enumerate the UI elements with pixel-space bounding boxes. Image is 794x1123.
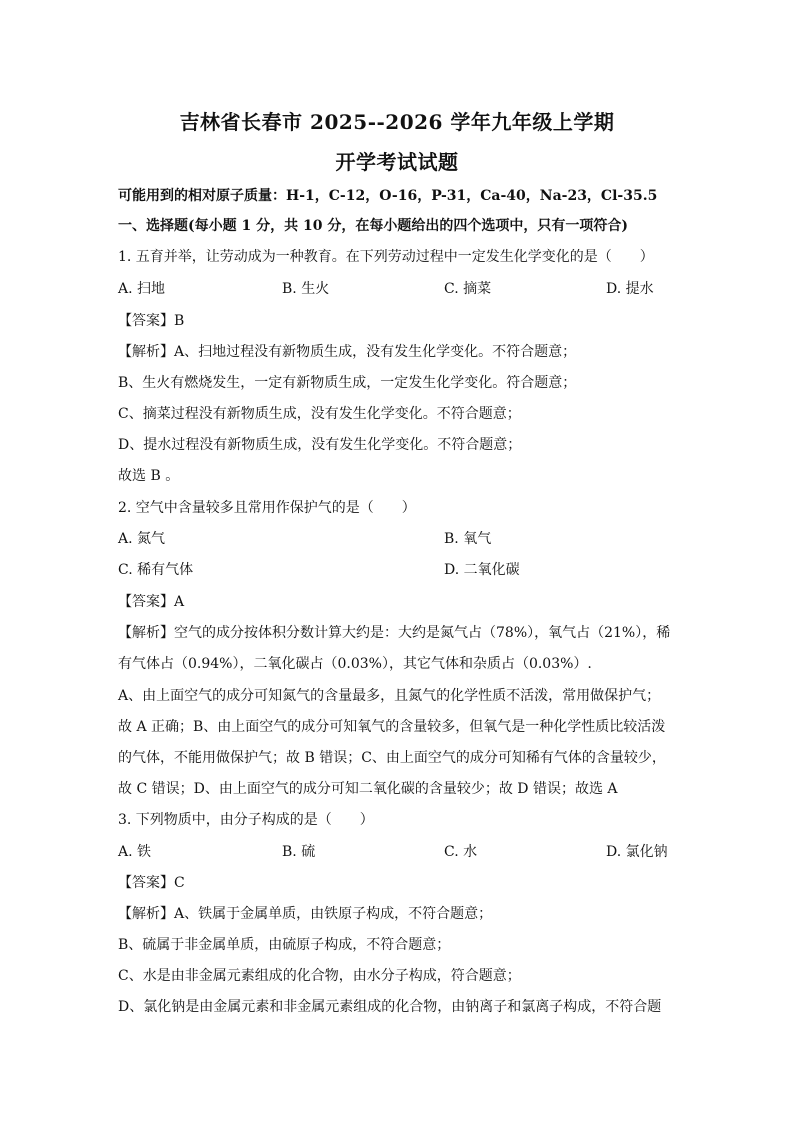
q3-option-b: B. 硫: [282, 844, 316, 860]
q1-analysis-line-3: C、摘菜过程没有新物质生成，没有发生化学变化。不符合题意；: [118, 406, 521, 422]
q1-analysis-line-1: [118, 343, 576, 361]
q3-analysis-line-3: C、水是由非金属元素组成的化合物，由水分子构成，符合题意；: [118, 968, 521, 984]
answer-label: 【答案】: [118, 594, 174, 610]
analysis-label: 【解析】: [118, 906, 174, 922]
q3-option-d: D. 氯化钠: [606, 844, 668, 860]
analysis-label: 【解析】: [118, 344, 174, 360]
atomic-mass-line: 可能用到的相对原子质量：H-1，C-12，O-16，P-31，Ca-40，Na-23，Cl-35.5: [118, 188, 658, 204]
answer-value: B: [174, 313, 185, 329]
q2-stem: 2. 空气中含量较多且常用作保护气的是（ ）: [118, 500, 416, 516]
answer-value: A: [174, 594, 185, 610]
answer-value: C: [174, 875, 185, 891]
title-line-2: 开学考试试题: [335, 150, 459, 174]
q3-stem: 3. 下列物质中，由分子构成的是（ ）: [118, 812, 374, 828]
q2-analysis-line-4: 故 A 正确；B、由上面空气的成分可知氧气的含量较多，但氧气是一种化学性质比较活泼: [118, 719, 666, 735]
q1-option-a: A. 扫地: [118, 281, 166, 297]
title-line-1: 吉林省长春市 2025--2026 学年九年级上学期: [179, 110, 615, 134]
q1-option-b: B. 生火: [282, 281, 330, 297]
q2-analysis-line-1: [118, 624, 670, 642]
q2-analysis-line-5: 的气体，不能用做保护气；故 B 错误；C、由上面空气的成分可知稀有气体的含量较少，: [118, 750, 666, 766]
q3-analysis-line-4: D、氯化钠是由金属元素和非金属元素组成的化合物，由钠离子和氯离子构成，不符合题: [118, 999, 662, 1015]
analysis-text: A、铁属于金属单质，由铁原子构成，不符合题意；: [174, 906, 493, 922]
answer-label: 【答案】: [118, 875, 174, 891]
q1-analysis-line-2: B、生火有燃烧发生，一定有新物质生成，一定发生化学变化。符合题意；: [118, 375, 577, 391]
q3-option-a: A. 铁: [118, 844, 152, 860]
q2-option-a: A. 氮气: [118, 531, 166, 547]
q1-option-c: C. 摘菜: [444, 281, 492, 297]
analysis-text: 空气的成分按体积分数计算大约是：大约是氮气占（78%），氧气占（21%），稀: [174, 625, 671, 641]
q2-option-c: C. 稀有气体: [118, 562, 194, 578]
q1-analysis-line-4: D、提水过程没有新物质生成，没有发生化学变化。不符合题意；: [118, 437, 522, 453]
q2-analysis-line-3: A、由上面空气的成分可知氮气的含量最多，且氮气的化学性质不活泼，常用做保护气；: [118, 688, 661, 704]
q3-option-c: C. 水: [444, 844, 478, 860]
q3-answer: [118, 874, 185, 892]
section-heading: 一、选择题(每小题 1 分，共 10 分，在每小题给出的四个选项中，只有一项符合): [118, 218, 628, 234]
analysis-text: A、扫地过程没有新物质生成，没有发生化学变化。不符合题意；: [174, 344, 577, 360]
q1-option-d: D. 提水: [606, 281, 654, 297]
q3-analysis-line-1: [118, 905, 492, 923]
q1-stem: 1. 五育并举，让劳动成为一种教育。在下列劳动过程中一定发生化学变化的是（ ）: [118, 249, 654, 265]
q2-analysis-line-6: 故 C 错误；D、由上面空气的成分可知二氧化碳的含量较少；故 D 错误；故选 A: [118, 781, 618, 797]
q3-analysis-line-2: B、硫属于非金属单质，由硫原子构成，不符合题意；: [118, 937, 451, 953]
q2-option-b: B. 氧气: [444, 531, 492, 547]
q2-analysis-line-2: 有气体占（0.94%），二氧化碳占（0.03%），其它气体和杂质占（0.03%）.: [118, 656, 592, 672]
q2-answer: [118, 593, 184, 611]
analysis-label: 【解析】: [118, 625, 174, 641]
answer-label: 【答案】: [118, 313, 174, 329]
q1-conclusion: 故选 B 。: [118, 468, 180, 484]
q2-option-d: D. 二氧化碳: [444, 562, 520, 578]
q1-answer: [118, 312, 184, 330]
